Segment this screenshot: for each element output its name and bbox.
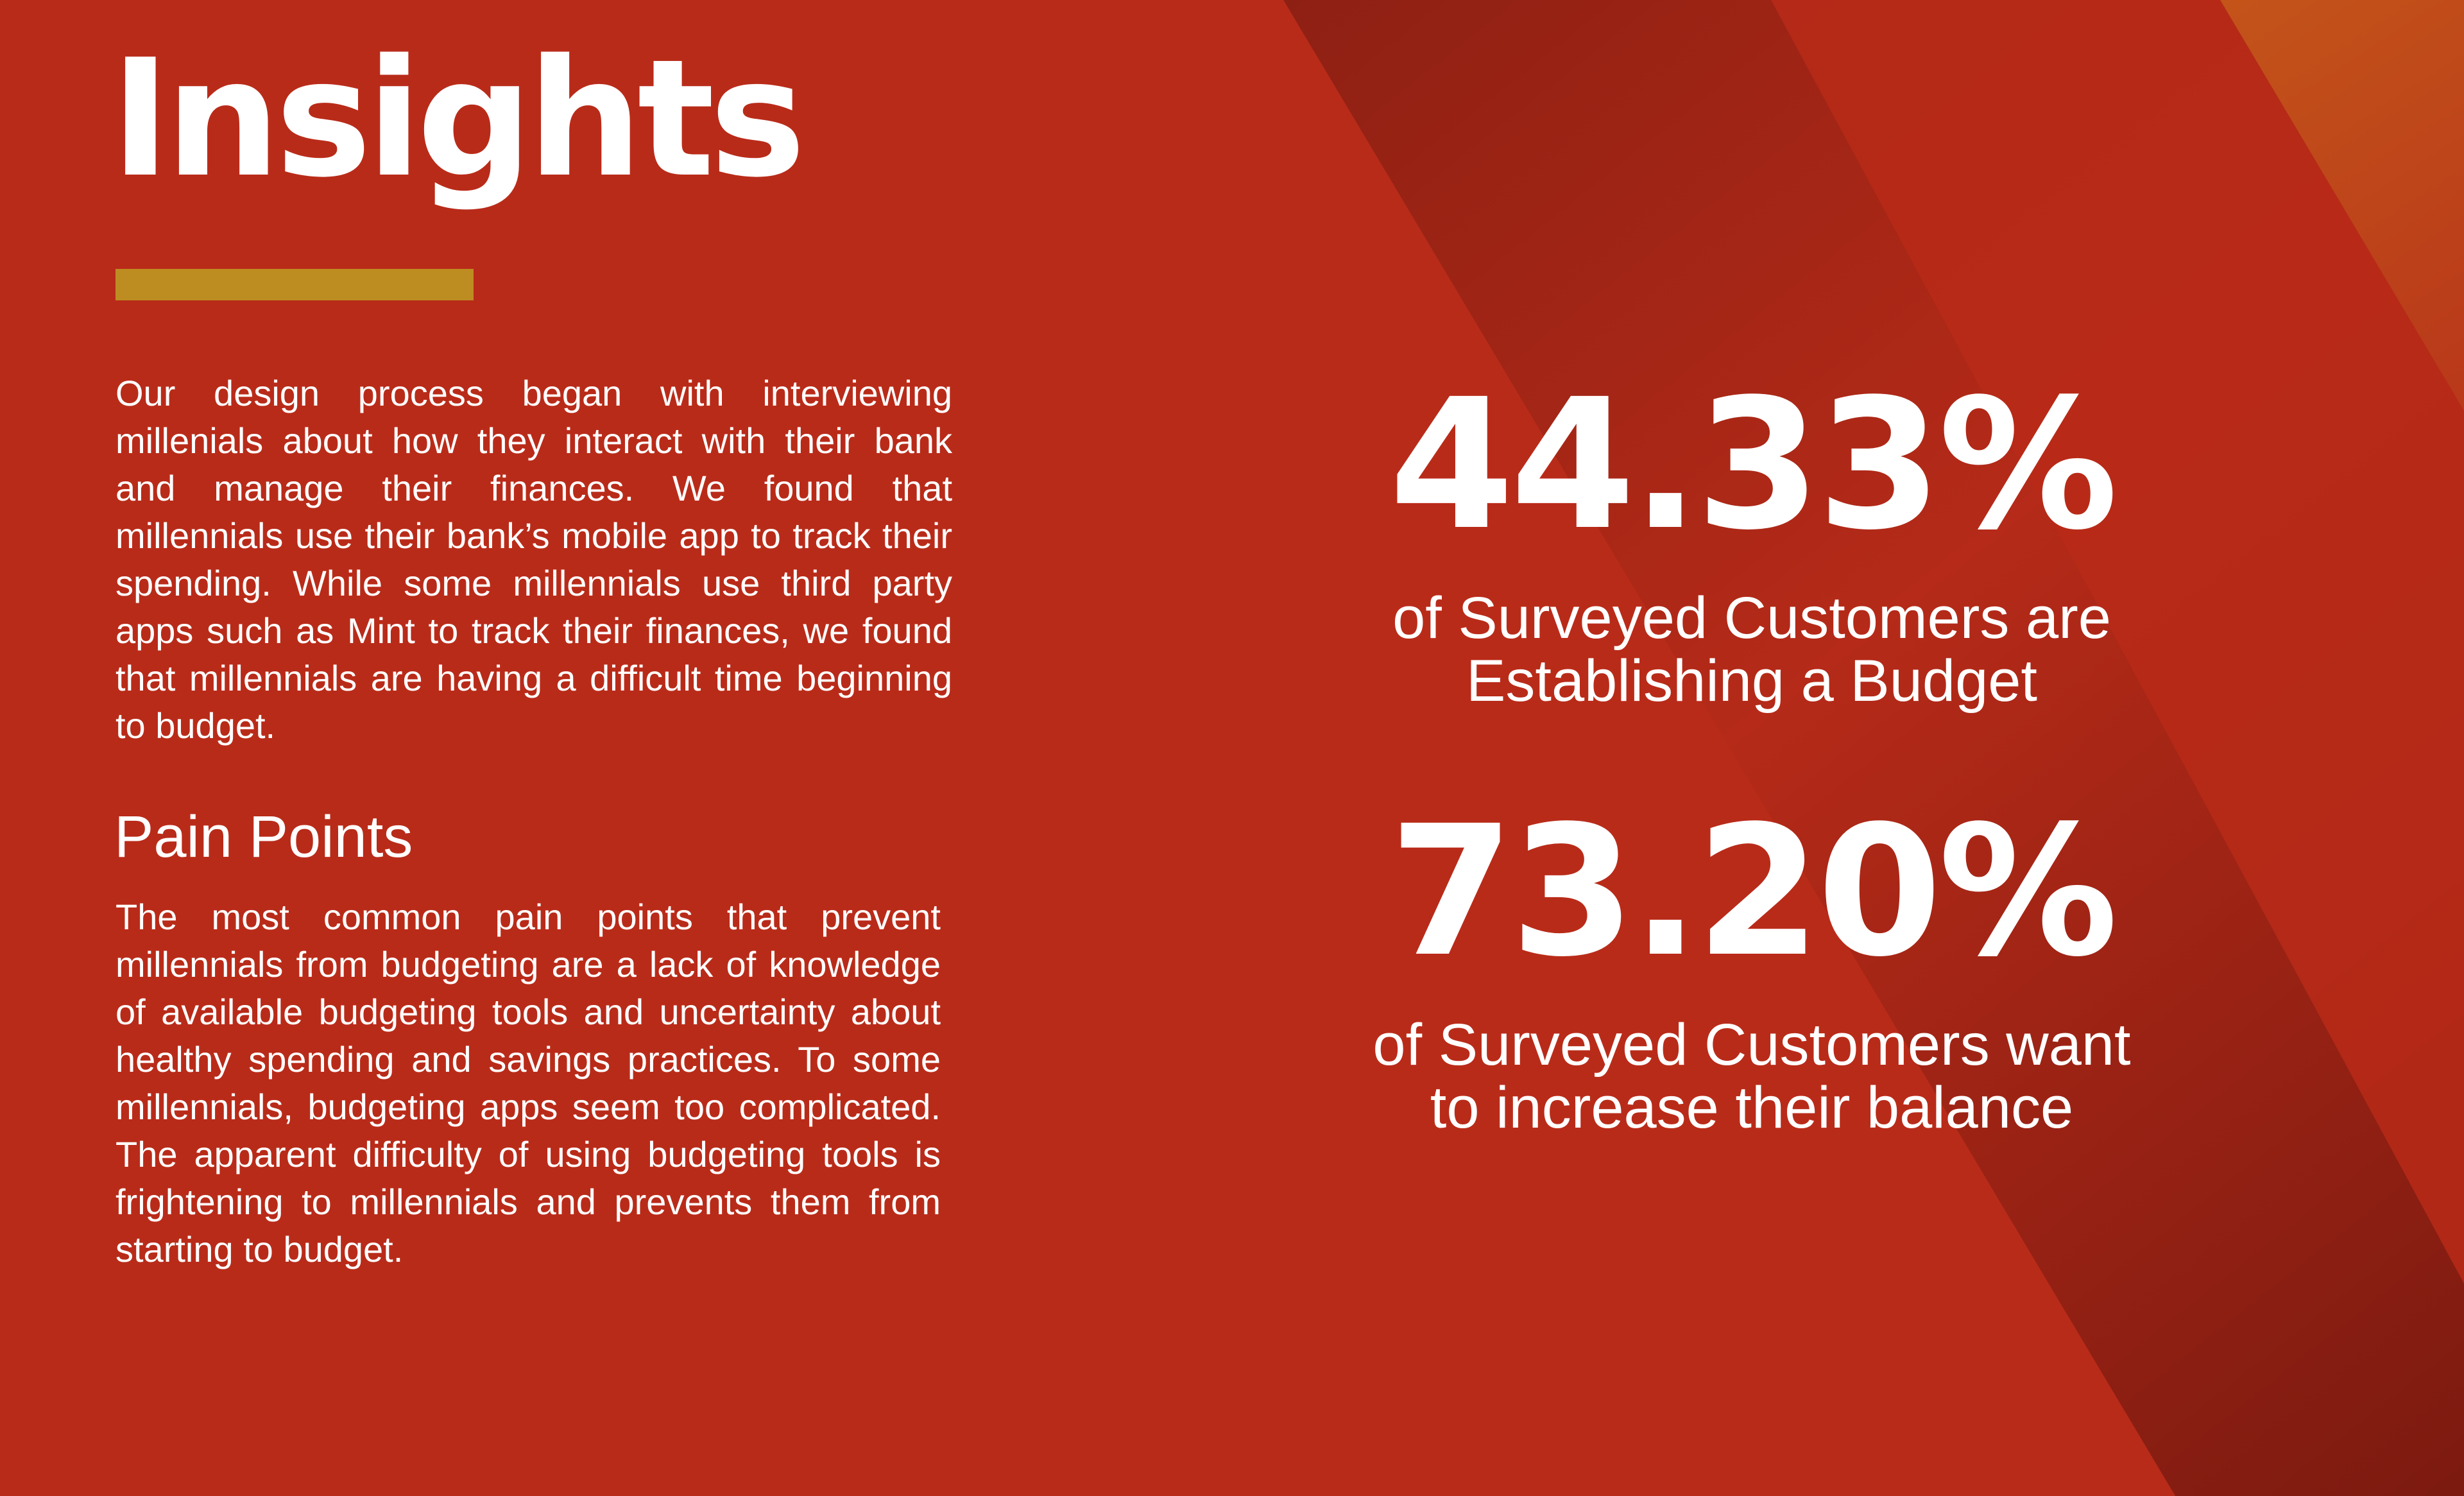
stat-caption-line: of Surveyed Customers are (1392, 585, 2111, 651)
stat-value: 73.20% (1389, 787, 2115, 997)
intro-paragraph: Our design process began with interviewing millenials about how they interact with their bank and manage their finances. We found that millennials use their bank’s mobile app to track their spending. While some millennials use third party apps such as Mint to track their finances, we found that millennials are having a difficult time beginning to budget. (116, 373, 952, 746)
stat-caption (1296, 1013, 2207, 1139)
stat-value: 44.33% (1389, 361, 2115, 570)
stat-caption-line: to increase their balance (1430, 1075, 2074, 1140)
stat-caption-line: of Surveyed Customers want (1373, 1012, 2131, 1078)
stat-caption-line: Establishing a Budget (1466, 648, 2037, 714)
pain-points-paragraph: The most common pain points that prevent millennials from budgeting are a lack of knowledge of available budgeting tools and uncertainty about healthy spending and savings practices. To some millennials, budgeting apps seem too complicated. The apparent difficulty of using budgeting tools is frightening to millennials and prevents them from starting to budget. (116, 897, 941, 1269)
page-title: Insights (110, 25, 801, 213)
stat-caption (1296, 587, 2207, 712)
stat-block-budget (1296, 359, 2207, 712)
stat-block-balance (1296, 786, 2207, 1139)
pain-points-heading: Pain Points (114, 804, 413, 870)
title-underline (116, 269, 474, 300)
